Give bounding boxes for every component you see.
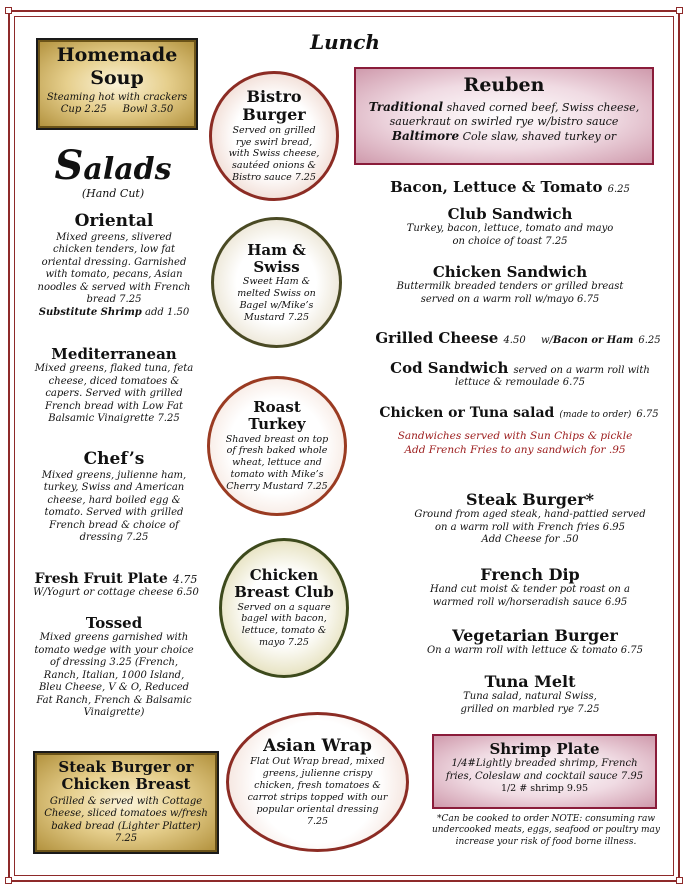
shrimp-box <box>432 734 657 809</box>
cod-title: Cod Sandwich <box>390 359 509 377</box>
reuben-title: Reuben <box>463 74 545 96</box>
reuben-box <box>354 67 654 165</box>
platter-desc: Grilled & served with Cottage Cheese, sliced tomatoes w/fresh baked bread (Lighter Platter) 7.25 <box>44 795 208 844</box>
salad-fruit-plate <box>26 568 206 600</box>
circle-ham-swiss <box>211 217 342 348</box>
salad-tossed <box>26 615 202 720</box>
salad-sandwich-price: 6.75 <box>636 409 659 420</box>
item-grilled-cheese <box>368 328 668 347</box>
sandwich-note-chips: Sandwiches served with Sun Chips & pickle <box>397 430 633 442</box>
chefs-title: Chef’s <box>83 449 145 469</box>
footnote-line1: *Can be cooked to order NOTE: consuming raw <box>436 814 656 824</box>
item-chicken-sandwich <box>360 264 660 306</box>
ham-title: Ham & Swiss <box>247 240 306 276</box>
blt-price: 6.25 <box>607 184 630 195</box>
steak-burger-desc1: Ground from aged steak, hand-pattied served <box>414 509 646 521</box>
shrimp-title: Shrimp Plate <box>489 740 600 758</box>
french-dip-desc2: warmed roll w/horseradish sauce 6.95 <box>432 596 628 608</box>
steak-burger-title: Steak Burger* <box>466 490 594 509</box>
reuben-traditional <box>364 100 644 129</box>
reuben-balt-label: Baltimore <box>391 128 460 143</box>
oriental-sub-price: add 1.50 <box>145 306 190 318</box>
item-steak-burger <box>390 491 670 547</box>
fruit-price: 4.75 <box>172 573 198 586</box>
item-chicken-tuna-salad <box>366 402 672 421</box>
cod-desc2: lettuce & remoulade 6.75 <box>455 377 585 389</box>
circle-bistro-burger <box>209 71 339 201</box>
salads-heading-initial: S <box>54 142 84 189</box>
mediterranean-title: Mediterranean <box>51 345 177 363</box>
soup-prices <box>38 104 196 117</box>
corner-ornament <box>5 877 12 884</box>
platter-box <box>33 751 219 854</box>
circle-asian-wrap <box>226 712 409 852</box>
corner-ornament <box>676 7 683 14</box>
grilled-cheese-price: 4.50 <box>503 335 526 346</box>
sandwich-note-fries: Add French Fries to any sandwich for .95 <box>404 444 626 456</box>
turkey-title: Roast Turkey <box>248 398 306 434</box>
salads-heading <box>28 142 198 189</box>
club-desc2: on choice of toast 7.25 <box>452 235 568 247</box>
steak-burger-desc2: on a warm roll with French fries 6.95 <box>435 521 625 533</box>
tossed-title: Tossed <box>85 614 143 632</box>
reuben-trad-desc: shaved corned beef, Swiss cheese, sauerkraut on swirled rye w/bistro sauce <box>389 100 640 128</box>
grilled-cheese-with: w/ <box>540 335 553 346</box>
ham-desc: Sweet Ham & melted Swiss on Bagel w/Mike’s Mustard 7.25 <box>237 276 316 323</box>
oriental-sub-label: Substitute Shrimp <box>38 306 142 318</box>
reuben-trad-label: Traditional <box>368 99 444 114</box>
item-vegetarian-burger <box>390 627 680 658</box>
salad-chefs <box>26 450 202 545</box>
blt-title: Bacon, Lettuce & Tomato <box>390 178 603 196</box>
shrimp-desc1: 1/4#Lightly breaded shrimp, French <box>451 758 638 770</box>
soup-title: Homemade Soup <box>56 44 178 89</box>
circle-chicken-club <box>219 538 349 678</box>
soup-cup-price: Cup 2.25 <box>60 104 107 116</box>
fruit-title: Fresh Fruit Plate <box>34 571 168 587</box>
steak-burger-desc3: Add Cheese for .50 <box>481 534 579 546</box>
club-title: Club Sandwich <box>447 205 573 223</box>
salad-sandwich-note: (made to order) <box>559 410 632 420</box>
chicken-sandwich-title: Chicken Sandwich <box>432 263 588 281</box>
tuna-melt-desc1: Tuna salad, natural Swiss, <box>463 691 597 703</box>
salad-mediterranean <box>26 346 202 426</box>
footnote-line3: increase your risk of food borne illness. <box>455 836 637 847</box>
soup-box <box>36 38 198 130</box>
grilled-cheese-title: Grilled Cheese <box>375 329 499 347</box>
salads-heading-rest: alads <box>83 152 172 187</box>
item-cod-sandwich <box>370 358 670 390</box>
oriental-desc: Mixed greens, slivered chicken tenders, low fat oriental dressing. Garnished with tomato, pecans, Asian noodles & served with French bread 7.25 <box>37 231 191 306</box>
veggie-desc: On a warm roll with lettuce & tomato 6.75 <box>426 645 644 657</box>
club-desc1: Turkey, bacon, lettuce, tomato and mayo <box>406 223 614 235</box>
cod-desc1: served on a warm roll with <box>513 365 650 376</box>
fruit-desc: W/Yogurt or cottage cheese 6.50 <box>33 587 199 599</box>
french-dip-title: French Dip <box>480 565 580 584</box>
oriental-sub <box>26 307 202 320</box>
asian-title: Asian Wrap <box>263 735 372 756</box>
reuben-balt-desc: Cole slaw, shaved turkey or <box>462 129 617 143</box>
grilled-cheese-option: Bacon or Ham <box>552 335 634 346</box>
salads-subheading: (Hand Cut) <box>81 187 145 200</box>
french-dip-desc1: Hand cut moist & tender pot roast on a <box>429 584 631 596</box>
salad-oriental <box>26 212 202 319</box>
shrimp-desc2: fries, Coleslaw and cocktail sauce 7.95 <box>445 770 644 782</box>
reuben-baltimore <box>364 129 644 144</box>
food-safety-note <box>418 814 674 848</box>
asian-desc: Flat Out Wrap bread, mixed greens, julienne crispy chicken, fresh tomatoes & carrot strips topped with our popular oriental dressing 7.25 <box>247 756 388 827</box>
platter-title: Steak Burger or Chicken Breast <box>58 758 194 794</box>
bistro-desc: Served on grilled rye swirl bread, with Swiss cheese, sautéed onions & Bistro sauce 7.25 <box>228 124 320 184</box>
tuna-melt-title: Tuna Melt <box>484 672 576 691</box>
oriental-title: Oriental <box>74 211 154 231</box>
mediterranean-desc: Mixed greens, flaked tuna, feta cheese, diced tomatoes & capers. Served with grilled French bread with Low Fat Balsamic Vinaigrette 7.25 <box>34 363 194 425</box>
tuna-melt-desc2: grilled on marbled rye 7.25 <box>460 703 600 715</box>
shrimp-desc3: 1/2 # shrimp 9.95 <box>500 783 589 795</box>
item-club <box>360 206 660 248</box>
corner-ornament <box>5 7 12 14</box>
veggie-title: Vegetarian Burger <box>452 626 618 645</box>
turkey-desc: Shaved breast on top of fresh baked whole wheat, lettuce and tomato with Mike’s Cherry Mustard 7.25 <box>225 433 329 493</box>
menu-title: Lunch <box>310 30 380 54</box>
tossed-desc: Mixed greens garnished with tomato wedge with your choice of dressing 3.25 (French, Ranch, Italian, 1000 Island, Bleu Cheese, V & O, Reduced Fat Ranch, French & Balsamic Vinaigrette) <box>34 632 194 719</box>
chicken-sandwich-desc1: Buttermilk breaded tenders or grilled breast <box>396 281 624 293</box>
corner-ornament <box>676 877 683 884</box>
footnote-line2: undercooked meats, eggs, seafood or poultry may <box>431 825 661 836</box>
bistro-title: Bistro Burger <box>242 86 306 125</box>
item-blt <box>360 177 660 196</box>
chicken-club-title: Chicken Breast Club <box>234 566 334 602</box>
salad-sandwich-title: Chicken or Tuna salad <box>379 405 555 421</box>
chefs-desc: Mixed greens, julienne ham, turkey, Swiss and American cheese, hard boiled egg & tomato. Served with grilled French bread & choice of dressing 7.25 <box>41 469 187 544</box>
soup-desc: Steaming hot with crackers <box>46 91 188 103</box>
chicken-club-desc: Served on a square bagel with bacon, lettuce, tomato & mayo 7.25 <box>237 601 331 649</box>
item-french-dip <box>390 566 670 609</box>
soup-bowl-price: Bowl 3.50 <box>122 104 174 116</box>
grilled-cheese-option-price: 6.25 <box>638 335 661 346</box>
chicken-sandwich-desc2: served on a warm roll w/mayo 6.75 <box>420 293 600 305</box>
circle-roast-turkey <box>207 376 347 516</box>
item-tuna-melt <box>390 673 670 716</box>
